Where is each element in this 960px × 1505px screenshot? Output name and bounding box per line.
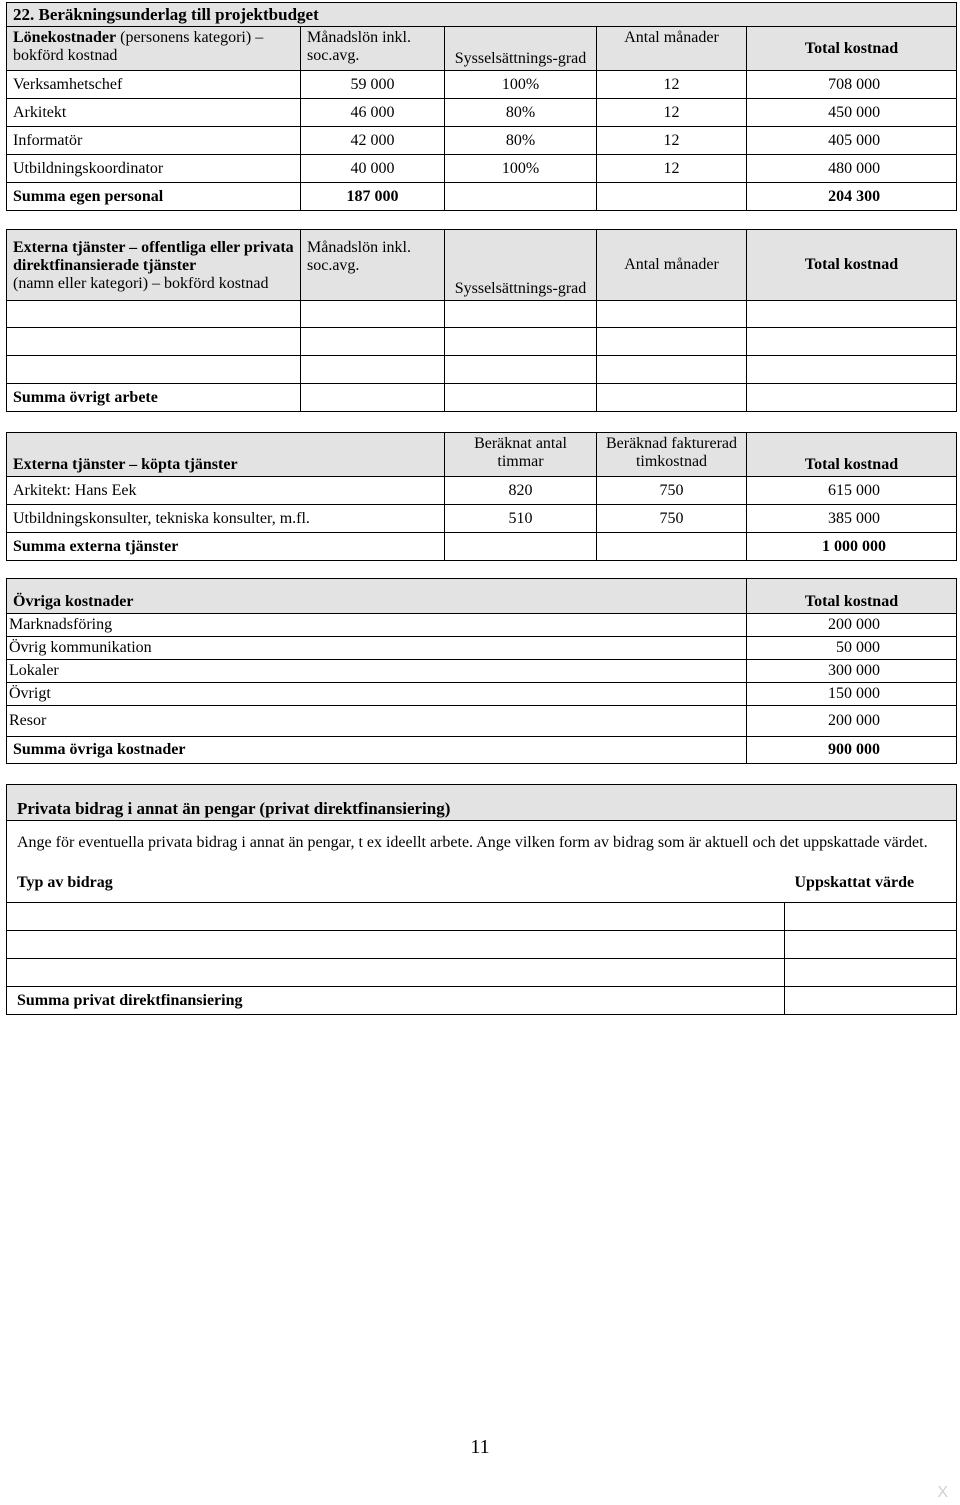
row-total: 150 000 — [747, 683, 957, 706]
page-number: 11 — [470, 1436, 490, 1458]
row-rate: 80% — [445, 99, 597, 127]
header-hours: Beräknat antal timmar — [445, 433, 597, 477]
header-category — [7, 27, 301, 71]
table-row — [7, 155, 957, 183]
row-total: 300 000 — [747, 660, 957, 683]
row-name: Informatör — [7, 127, 301, 155]
row-salary: 40 000 — [301, 155, 445, 183]
header-category-bold: Externa tjänster – offentliga eller privata direktfinansierade tjänster — [13, 239, 294, 274]
table-row — [7, 903, 957, 931]
sum-label: Summa privat direktfinansiering — [7, 987, 785, 1015]
row-salary: 46 000 — [301, 99, 445, 127]
purchased-services-table — [6, 432, 957, 561]
sum-row — [7, 384, 957, 412]
row-name: Lokaler — [7, 660, 747, 683]
row-months: 12 — [597, 99, 747, 127]
header-service: Externa tjänster – köpta tjänster — [7, 433, 445, 477]
row-name: Övrig kommunikation — [7, 637, 747, 660]
header-monthly-salary: Månadslön inkl. soc.avg. — [301, 230, 445, 301]
sum-row — [7, 737, 957, 764]
section-title: Privata bidrag i annat än pengar (privat direktfinansiering) — [7, 785, 957, 821]
row-months: 12 — [597, 155, 747, 183]
row-rate: 80% — [445, 127, 597, 155]
table-row — [7, 71, 957, 99]
header-category — [7, 230, 301, 301]
sum-label: Summa övriga kostnader — [7, 737, 747, 764]
sum-total: 204 300 — [747, 183, 957, 211]
row-total: 708 000 — [747, 71, 957, 99]
header-total-cost: Total kostnad — [747, 230, 957, 301]
sum-salary: 187 000 — [301, 183, 445, 211]
empty-cell — [597, 533, 747, 561]
header-total-cost: Total kostnad — [747, 27, 957, 71]
header-total-cost: Total kostnad — [747, 433, 957, 477]
sum-row — [7, 987, 957, 1015]
row-total: 385 000 — [747, 505, 957, 533]
table-row — [7, 931, 957, 959]
row-salary: 59 000 — [301, 71, 445, 99]
row-hours: 510 — [445, 505, 597, 533]
header-hourly-rate: Beräknad fakturerad timkostnad — [597, 433, 747, 477]
row-total: 50 000 — [747, 637, 957, 660]
table-row — [7, 614, 957, 637]
empty-cell — [597, 183, 747, 211]
header-estimated-value: Uppskattat värde — [785, 865, 957, 903]
header-employment-rate: Sysselsättnings-grad — [445, 230, 597, 301]
external-public-services-table — [6, 229, 957, 412]
header-months: Antal månader — [597, 27, 747, 71]
sum-total: 900 000 — [747, 737, 957, 764]
row-name: Övrigt — [7, 683, 747, 706]
section-description: Ange för eventuella privata bidrag i annat än pengar, t ex ideellt arbete. Ange vilken form av bidrag som är aktuell och det uppskattade värdet. — [7, 821, 957, 865]
table-row — [7, 477, 957, 505]
empty-cell — [445, 183, 597, 211]
table-row — [7, 959, 957, 987]
row-name: Arkitekt — [7, 99, 301, 127]
row-rate: 100% — [445, 71, 597, 99]
row-name: Utbildningskoordinator — [7, 155, 301, 183]
table-row — [7, 301, 957, 328]
table-row — [7, 99, 957, 127]
header-total-cost: Total kostnad — [747, 579, 957, 614]
header-contribution-type: Typ av bidrag — [7, 865, 785, 903]
row-total: 200 000 — [747, 614, 957, 637]
row-months: 12 — [597, 127, 747, 155]
row-months: 12 — [597, 71, 747, 99]
row-rate: 750 — [597, 505, 747, 533]
row-total: 200 000 — [747, 706, 957, 737]
header-category-rest: (namn eller kategori) – bokförd kostnad — [13, 275, 269, 292]
row-name: Verksamhetschef — [7, 71, 301, 99]
row-rate: 750 — [597, 477, 747, 505]
header-category-rest: (personens kategori) – bokförd kostnad — [13, 29, 264, 64]
sum-row — [7, 183, 957, 211]
row-hours: 820 — [445, 477, 597, 505]
section-title: 22. Beräkningsunderlag till projektbudget — [7, 3, 957, 27]
row-rate: 100% — [445, 155, 597, 183]
row-salary: 42 000 — [301, 127, 445, 155]
header-category-bold: Lönekostnader — [13, 29, 117, 46]
sum-label: Summa övrigt arbete — [7, 384, 301, 412]
row-name: Arkitekt: Hans Eek — [7, 477, 445, 505]
corner-mark: X — [937, 1484, 948, 1501]
table-row — [7, 356, 957, 384]
private-contributions-table — [6, 784, 957, 1015]
empty-cell — [445, 533, 597, 561]
row-total: 405 000 — [747, 127, 957, 155]
table-row — [7, 328, 957, 356]
header-months: Antal månader — [597, 230, 747, 301]
header-employment-rate: Sysselsättnings-grad — [445, 27, 597, 71]
row-total: 480 000 — [747, 155, 957, 183]
row-name: Marknadsföring — [7, 614, 747, 637]
table-row — [7, 706, 957, 737]
table-row — [7, 127, 957, 155]
salary-costs-table — [6, 2, 957, 211]
row-name: Resor — [7, 706, 747, 737]
header-monthly-salary: Månadslön inkl. soc.avg. — [301, 27, 445, 71]
sum-label: Summa externa tjänster — [7, 533, 445, 561]
row-total: 615 000 — [747, 477, 957, 505]
table-row — [7, 637, 957, 660]
header-other-costs: Övriga kostnader — [7, 579, 747, 614]
table-row — [7, 683, 957, 706]
row-total: 450 000 — [747, 99, 957, 127]
table-row — [7, 505, 957, 533]
other-costs-table — [6, 578, 957, 764]
sum-label: Summa egen personal — [7, 183, 301, 211]
sum-total: 1 000 000 — [747, 533, 957, 561]
row-name: Utbildningskonsulter, tekniska konsulter, m.fl. — [7, 505, 445, 533]
sum-row — [7, 533, 957, 561]
table-row — [7, 660, 957, 683]
